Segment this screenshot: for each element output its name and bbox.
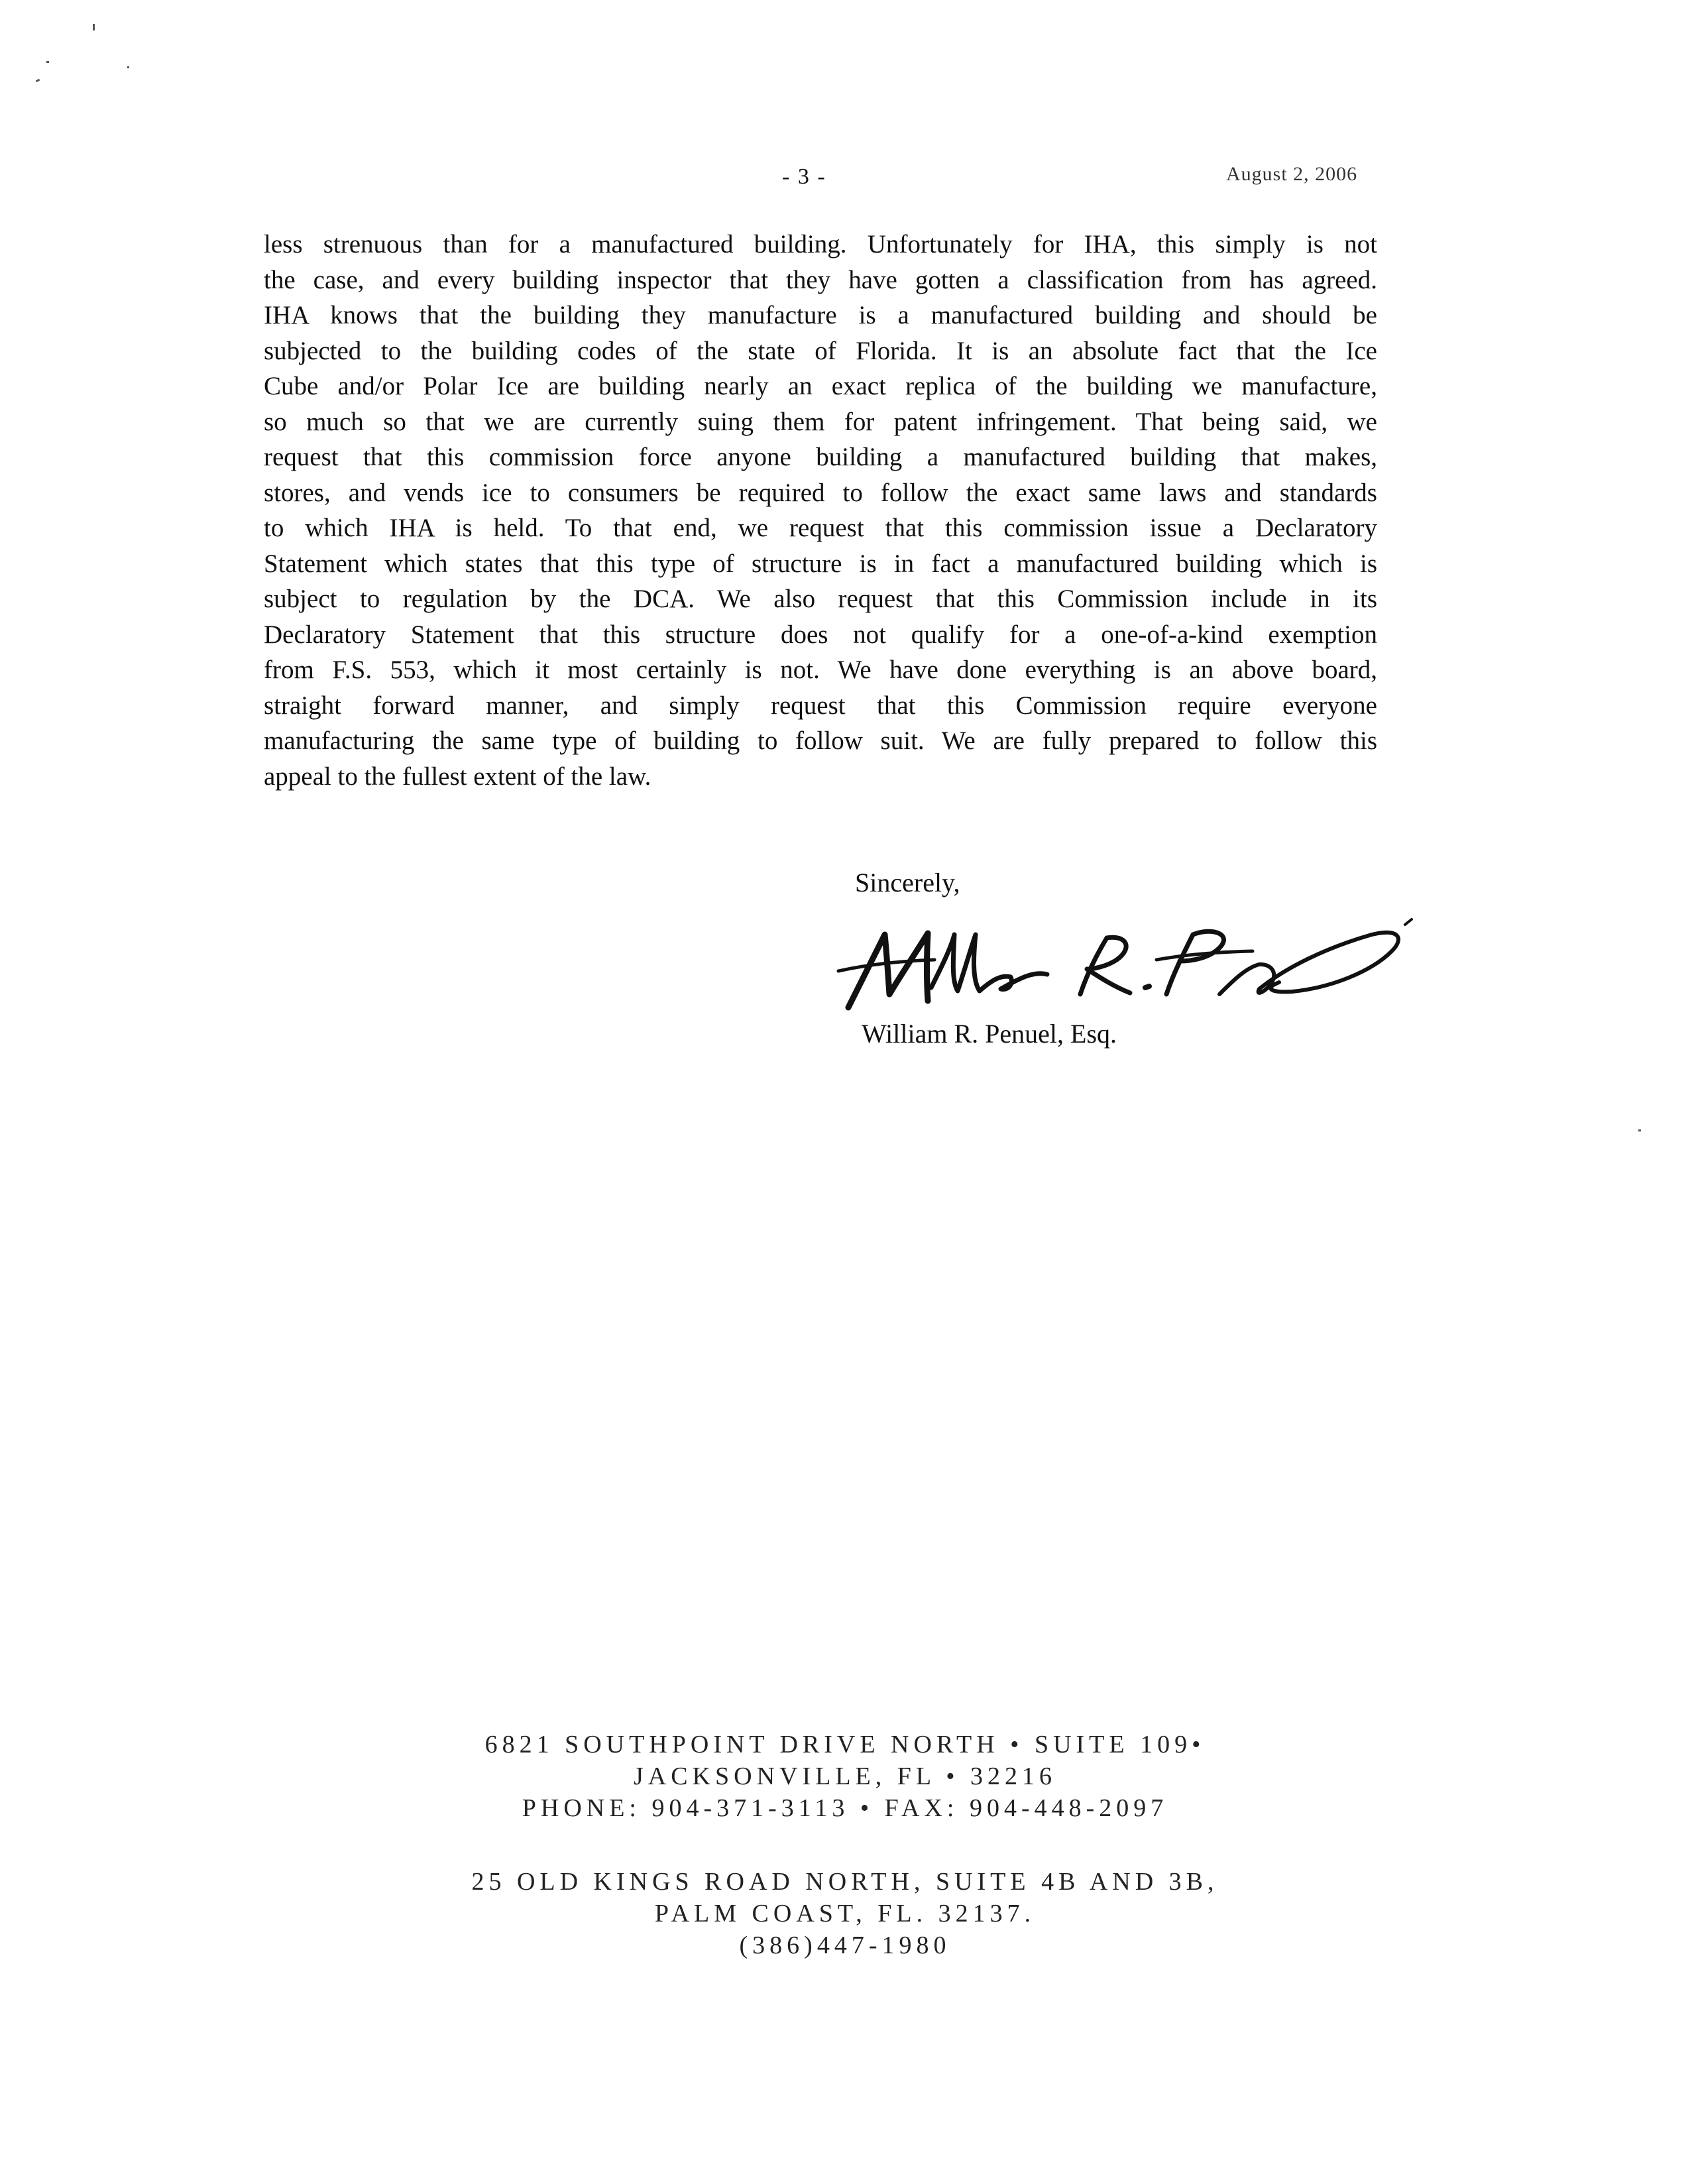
body-line: IHA knows that the building they manufacture is a manufactured building and should be (264, 301, 1377, 329)
letter-date: August 2, 2006 (1226, 163, 1358, 185)
handwritten-signature (822, 908, 1418, 1021)
signer-name: William R. Penuel, Esq. (862, 1019, 1117, 1049)
body-line: request that this commission force anyone building a manufactured building that makes, (264, 443, 1377, 471)
office-address-jacksonville (0, 1729, 1690, 1824)
body-line: Declaratory Statement that this structure does not qualify for a one-of-a-kind exemption (264, 620, 1377, 649)
body-line: from F.S. 553, which it most certainly is not. We have done everything is an above board, (264, 656, 1377, 684)
body-line: appeal to the fullest extent of the law. (264, 762, 651, 791)
body-line: the case, and every building inspector that they have gotten a classification from has agreed. (264, 265, 1377, 294)
body-line: manufacturing the same type of building to follow suit. We are fully prepared to follow this (264, 726, 1377, 755)
body-line: Statement which states that this type of structure is in fact a manufactured building which is (264, 549, 1377, 578)
body-line: to which IHA is held. To that end, we request that this commission issue a Declaratory (264, 514, 1377, 542)
scan-speck (36, 79, 40, 83)
closing-salutation: Sincerely, (855, 868, 960, 897)
address-line: PALM COAST, FL. 32137. (654, 1900, 1036, 1927)
letter-body (264, 227, 1377, 794)
phone-line: (386)447-1980 (739, 1931, 951, 1959)
body-line: subjected to the building codes of the state of Florida. It is an absolute fact that the Ice (264, 336, 1377, 365)
scan-speck (127, 66, 129, 68)
address-line: JACKSONVILLE, FL • 32216 (633, 1762, 1056, 1790)
phone-fax-line: PHONE: 904-371-3113 • FAX: 904-448-2097 (522, 1794, 1168, 1822)
body-line: so much so that we are currently suing them for patent infringement. That being said, we (264, 407, 1377, 436)
address-line: 25 OLD KINGS ROAD NORTH, SUITE 4B AND 3B, (471, 1868, 1219, 1896)
body-line: less strenuous than for a manufactured building. Unfortunately for IHA, this simply is not (264, 230, 1377, 259)
address-line: 6821 SOUTHPOINT DRIVE NORTH • SUITE 109• (484, 1731, 1206, 1758)
scan-speck (46, 61, 49, 63)
scan-speck (1638, 1129, 1641, 1131)
body-line: straight forward manner, and simply request that this Commission require everyone (264, 691, 1377, 720)
page-number: - 3 - (782, 164, 826, 189)
body-line: Cube and/or Polar Ice are building nearly an exact replica of the building we manufacture, (264, 372, 1377, 400)
body-line: stores, and vends ice to consumers be required to follow the exact same laws and standards (264, 478, 1377, 507)
body-line: subject to regulation by the DCA. We also request that this Commission include in its (264, 585, 1377, 613)
office-address-palm-coast (0, 1866, 1690, 1961)
scan-speck (93, 24, 95, 30)
